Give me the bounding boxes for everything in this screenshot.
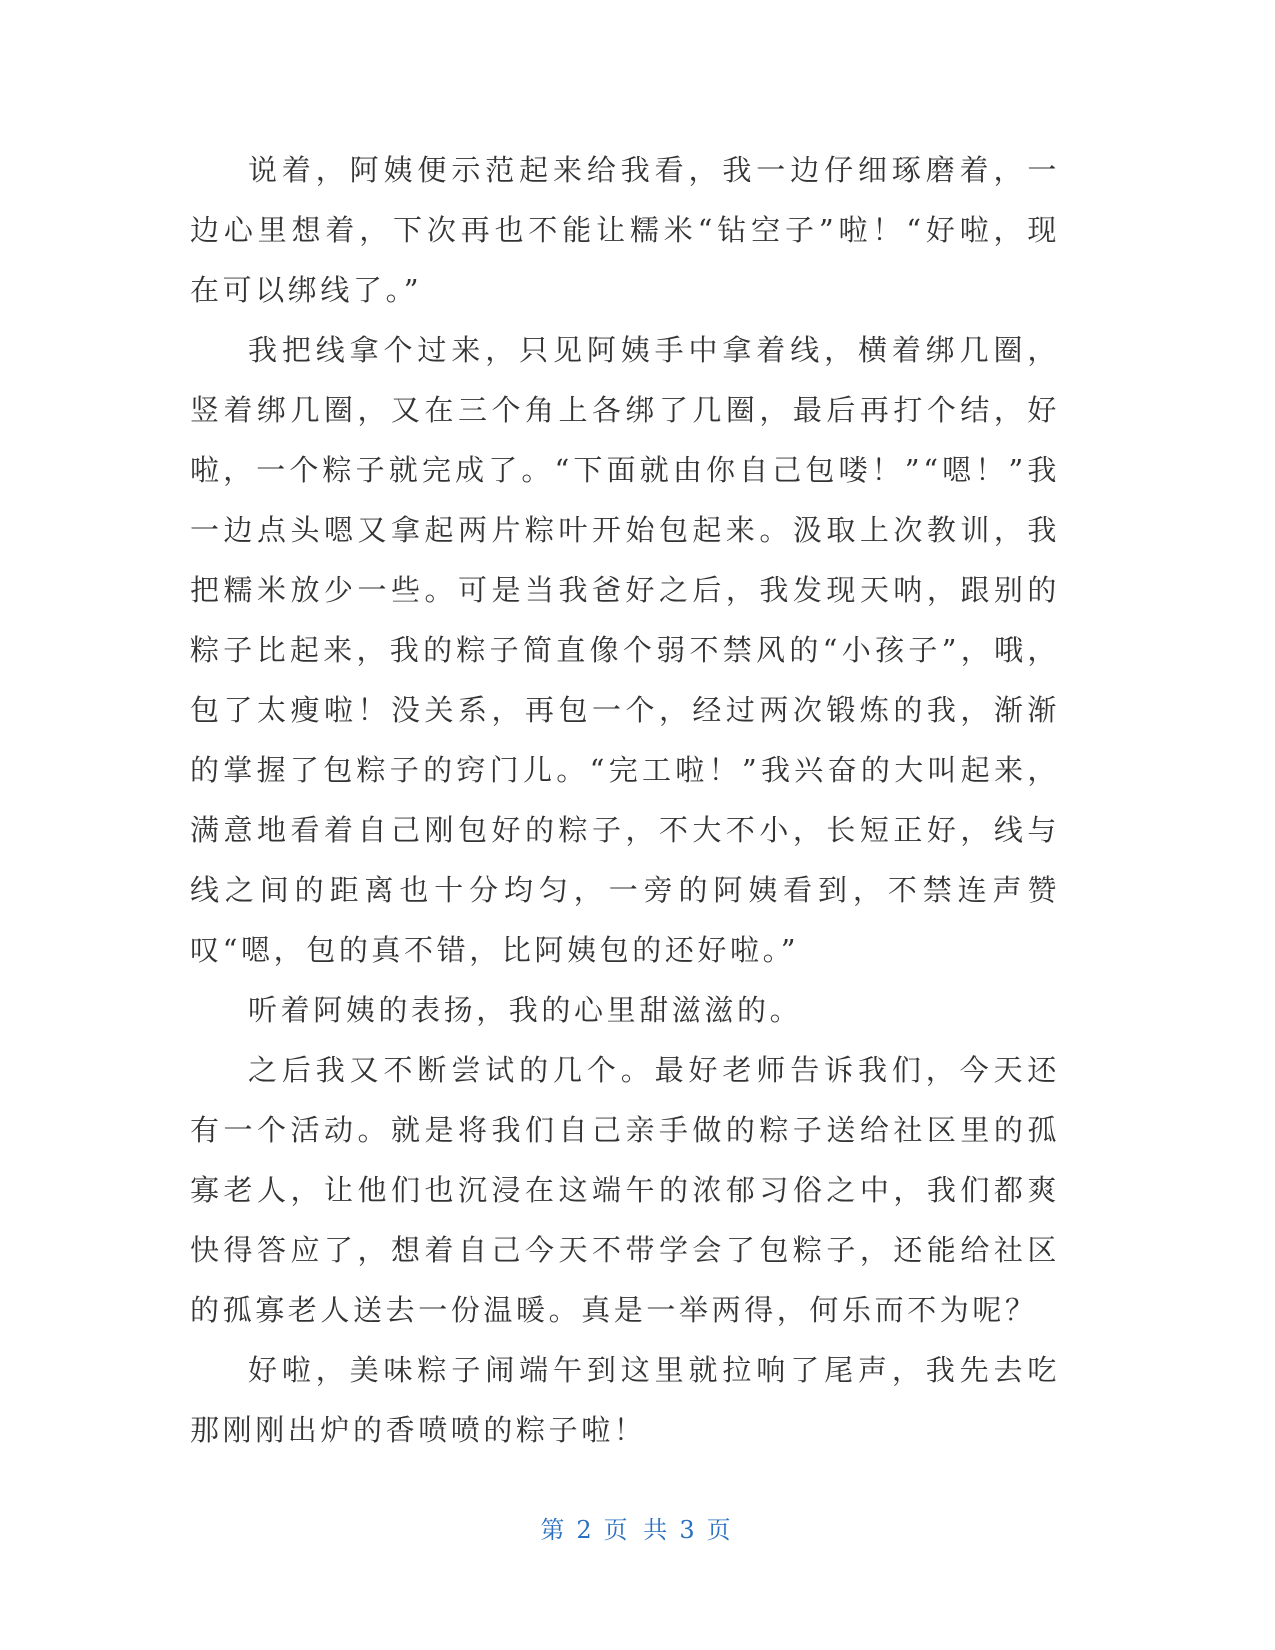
page-footer: [0, 1510, 1275, 1545]
paragraph-2: 我把线拿个过来，只见阿姨手中拿着线，横着绑几圈，竖着绑几圈，又在三个角上各绑了几圈，最后再打个结，好啦，一个粽子就完成了。“下面就由你自己包喽！”“嗯！”我一边点头嗯又拿起两片粽叶开始包起来。汲取上次教训，我把糯米放少一些。可是当我爸好之后，我发现天呐，跟别的粽子比起来，我的粽子简直像个弱不禁风的“小孩子”，哦，包了太瘦啦！没关系，再包一个，经过两次锻炼的我，渐渐的掌握了包粽子的窍门儿。“完工啦！”我兴奋的大叫起来，满意地看着自己刚包好的粽子，不大不小，长短正好，线与线之间的距离也十分均匀，一旁的阿姨看到，不禁连声赞叹“嗯，包的真不错，比阿姨包的还好啦。”: [190, 333, 1060, 967]
document-body: [190, 140, 1060, 1460]
paragraph-4: 之后我又不断尝试的几个。最好老师告诉我们，今天还有一个活动。就是将我们自己亲手做的粽子送给社区里的孤寡老人，让他们也沉浸在这端午的浓郁习俗之中，我们都爽快得答应了，想着自己今天不带学会了包粽子，还能给社区的孤寡老人送去一份温暖。真是一举两得，何乐而不为呢？: [190, 1053, 1060, 1327]
footer-page-number: 2: [576, 1516, 596, 1544]
paragraph-5: 好啦，美味粽子闹端午到这里就拉响了尾声，我先去吃那刚刚出炉的香喷喷的粽子啦！: [190, 1353, 1060, 1447]
paragraph-1: 说着，阿姨便示范起来给我看，我一边仔细琢磨着，一边心里想着，下次再也不能让糯米“钻空子”啦！“好啦，现在可以绑线了。”: [190, 153, 1060, 307]
footer-total-pages: 3: [679, 1516, 699, 1544]
footer-suffix: 页: [706, 1516, 735, 1544]
paragraph-3: 听着阿姨的表扬，我的心里甜滋滋的。: [248, 993, 803, 1027]
footer-prefix: 第: [540, 1516, 569, 1544]
footer-middle: 页 共: [603, 1516, 672, 1544]
